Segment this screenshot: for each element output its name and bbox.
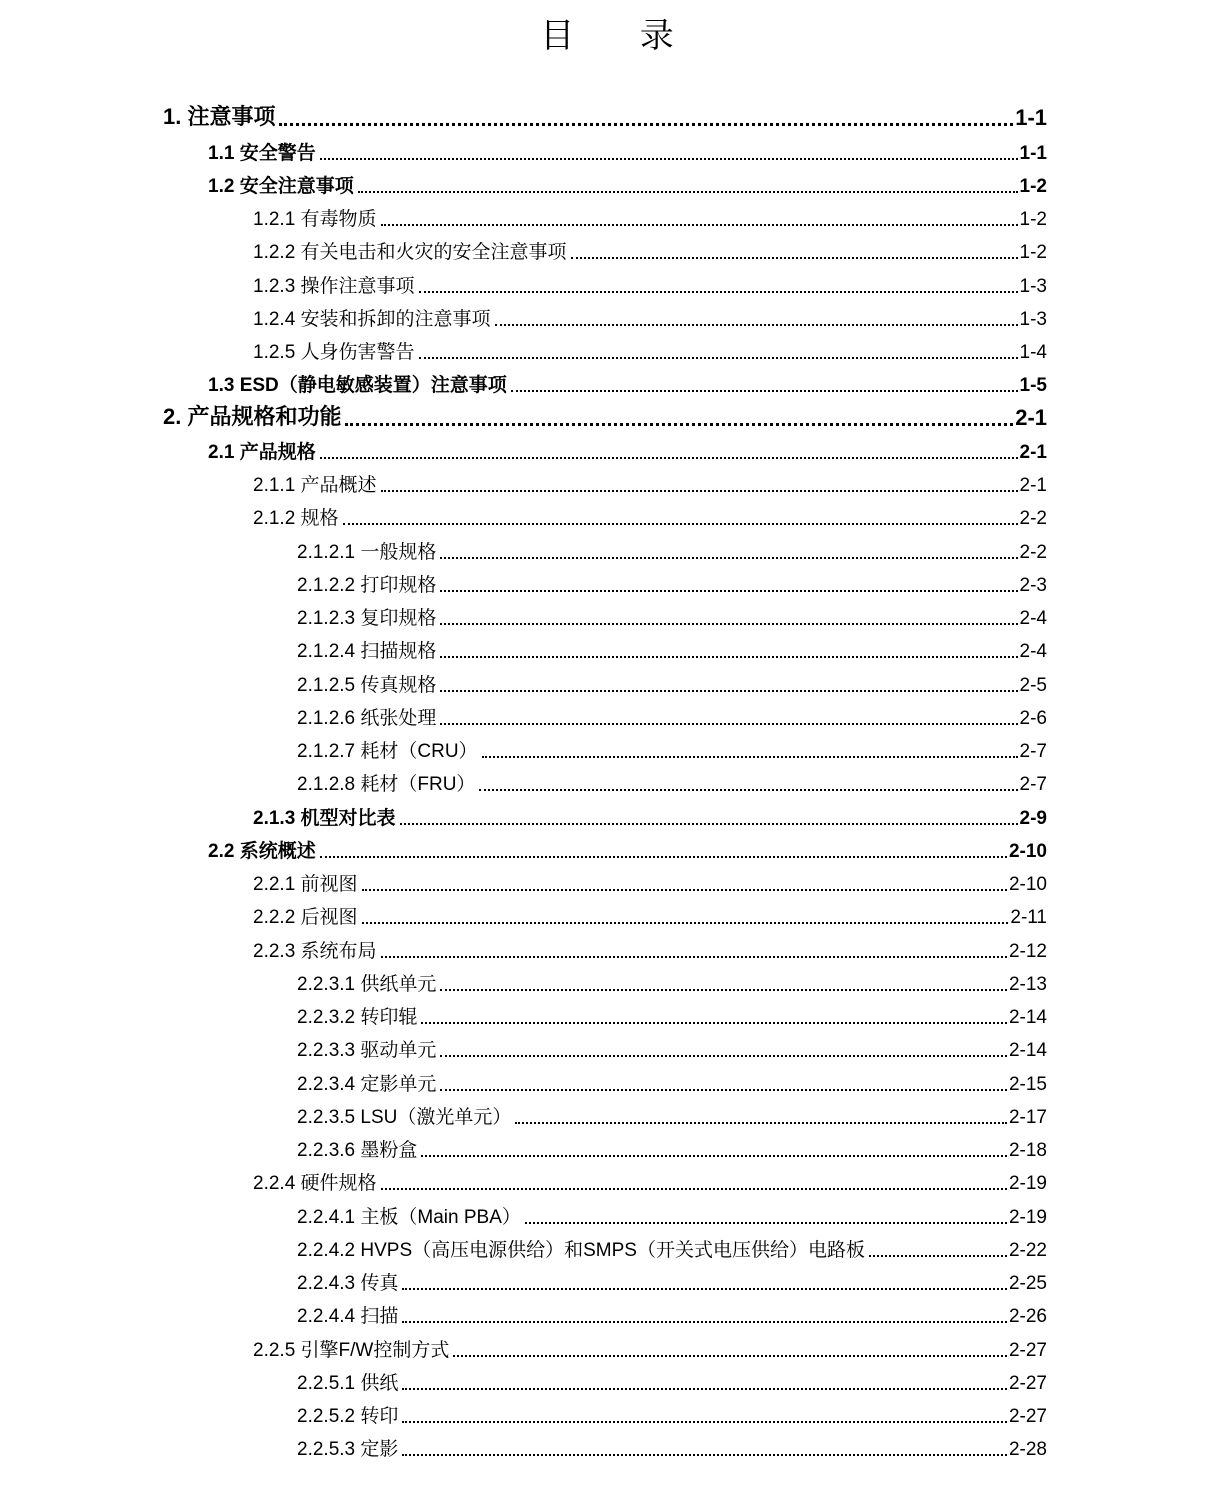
toc-entry-page-number: 2-1: [1015, 404, 1047, 430]
dot-leader: [869, 1254, 1007, 1257]
dot-leader: [402, 1453, 1007, 1456]
toc-entry-page-number: 2-13: [1008, 973, 1047, 995]
page-title: 目 录: [540, 17, 702, 55]
toc-entry[interactable]: [0, 1299, 1214, 1332]
toc-entry[interactable]: [0, 268, 1214, 301]
toc-entry[interactable]: [0, 1033, 1214, 1066]
toc-entry-label: 2.2.4 硬件规格: [253, 1168, 379, 1195]
toc-entry-page-number: 2-5: [1019, 674, 1047, 696]
toc-entry[interactable]: [0, 401, 1214, 434]
toc-entry-label: 2.2.4.2 HVPS（高压电源供给）和SMPS（开关式电压供给）电路板: [297, 1235, 867, 1262]
toc-entry-page-number: 2-26: [1008, 1306, 1047, 1328]
toc-entry-label: 2.1.2.3 复印规格: [297, 603, 438, 630]
dot-leader: [421, 1021, 1007, 1024]
toc-entry-label: 2.1.2.7 耗材（CRU）: [297, 736, 480, 763]
toc-entry-page-number: 2-27: [1008, 1372, 1047, 1394]
toc-entry-label: 2.2.3.2 转印辊: [297, 1002, 419, 1029]
toc-entry-label: 2.2.2 后视图: [253, 902, 360, 929]
toc-entry[interactable]: [0, 568, 1214, 601]
toc-entry-label: 2.2.3.3 驱动单元: [297, 1035, 438, 1062]
toc-entry-label: 2.2.5.1 供纸: [297, 1368, 400, 1395]
toc-entry[interactable]: [0, 102, 1214, 135]
toc-entry[interactable]: [0, 933, 1214, 966]
toc-entry-label: 2.1.2.4 扫描规格: [297, 636, 438, 663]
toc-entry[interactable]: [0, 800, 1214, 833]
dot-leader: [343, 522, 1018, 525]
toc-entry-label: 2.1.3 机型对比表: [253, 803, 398, 830]
toc-entry-label: 1.2 安全注意事项: [208, 171, 356, 198]
toc-entry-label: 2.1.2.2 打印规格: [297, 570, 438, 597]
toc-entry-label: 2.2.3.1 供纸单元: [297, 969, 438, 996]
toc-entry-page-number: 2-6: [1019, 707, 1047, 729]
toc-entry[interactable]: [0, 1166, 1214, 1199]
toc-entry-page-number: 1-5: [1019, 375, 1047, 397]
toc-entry-label: 2.2.1 前视图: [253, 869, 360, 896]
dot-leader: [440, 1088, 1007, 1091]
toc-entry[interactable]: [0, 135, 1214, 168]
toc-entry[interactable]: [0, 202, 1214, 235]
toc-entry-label: 2.2.5.2 转印: [297, 1401, 400, 1428]
toc-entry-page-number: 1-1: [1019, 142, 1047, 164]
dot-leader: [419, 356, 1018, 359]
toc-entry-page-number: 1-2: [1019, 175, 1047, 197]
toc-entry[interactable]: [0, 634, 1214, 667]
toc-entry-label: 2.2.5.3 定影: [297, 1434, 400, 1461]
dot-leader: [402, 1387, 1007, 1390]
toc-entry-page-number: 2-17: [1008, 1106, 1047, 1128]
toc-entry-page-number: 1-3: [1019, 308, 1047, 330]
toc-entry-page-number: 2-14: [1008, 1040, 1047, 1062]
toc-entry-label: 2.2.3.6 墨粉盒: [297, 1135, 419, 1162]
toc-entry-page-number: 2-14: [1008, 1007, 1047, 1028]
toc-entry-page-number: 2-22: [1008, 1239, 1047, 1261]
toc-entry[interactable]: [0, 667, 1214, 700]
toc-entry-label: 1.2.4 安装和拆卸的注意事项: [253, 304, 493, 331]
toc-entry-label: 1.2.2 有关电击和火灾的安全注意事项: [253, 237, 569, 264]
dot-leader: [362, 921, 1009, 924]
toc-entry-label: 2.2.5 引擎F/W控制方式: [253, 1335, 451, 1362]
dot-leader: [381, 955, 1007, 958]
toc-entry-label: 2.2.3 系统布局: [253, 936, 379, 963]
dot-leader: [362, 888, 1007, 891]
toc-entry-page-number: 2-2: [1019, 508, 1047, 530]
toc-entry[interactable]: [0, 468, 1214, 501]
toc-entry-page-number: 1-4: [1019, 342, 1047, 363]
toc-entry-page-number: 2-27: [1008, 1406, 1047, 1427]
dot-leader: [440, 988, 1007, 991]
toc-entry-label: 2.1.2.6 纸张处理: [297, 703, 438, 730]
toc-entry-label: 2.1.2.8 耗材（FRU）: [297, 769, 477, 796]
toc-entry[interactable]: [0, 1100, 1214, 1133]
toc-entry-page-number: 1-1: [1015, 105, 1047, 131]
toc-entry-label: 2.1.2 规格: [253, 503, 341, 530]
dot-leader: [358, 190, 1018, 193]
toc-entry-page-number: 2-1: [1019, 475, 1047, 496]
dot-leader: [320, 456, 1018, 459]
table-of-contents: [0, 102, 1214, 1465]
dot-leader: [479, 788, 1017, 791]
dot-leader: [402, 1320, 1007, 1323]
dot-leader: [525, 1221, 1007, 1224]
toc-entry[interactable]: [0, 1366, 1214, 1399]
toc-entry-label: 1.3 ESD（静电敏感装置）注意事项: [208, 370, 509, 397]
dot-leader: [400, 822, 1018, 825]
toc-entry[interactable]: [0, 534, 1214, 567]
toc-entry-page-number: 2-9: [1019, 807, 1047, 829]
toc-entry-page-number: 2-19: [1008, 1173, 1047, 1195]
dot-leader: [320, 157, 1018, 160]
dot-leader: [440, 722, 1017, 725]
toc-entry-page-number: 2-15: [1008, 1073, 1047, 1095]
toc-entry-label: 2.2.3.5 LSU（激光单元）: [297, 1102, 513, 1129]
toc-entry-page-number: 2-11: [1010, 907, 1047, 929]
toc-entry-label: 1. 注意事项: [163, 100, 277, 131]
toc-entry-label: 2.1.2.5 传真规格: [297, 670, 438, 697]
dot-leader: [440, 622, 1017, 625]
dot-leader: [571, 256, 1018, 259]
dot-leader: [381, 1187, 1007, 1190]
toc-entry-label: 1.1 安全警告: [208, 138, 318, 165]
toc-entry[interactable]: [0, 1332, 1214, 1365]
toc-entry-page-number: 2-28: [1008, 1439, 1047, 1461]
dot-leader: [515, 1121, 1007, 1124]
toc-entry-page-number: 2-1: [1019, 441, 1047, 463]
toc-entry-label: 1.2.5 人身伤害警告: [253, 337, 417, 364]
dot-leader: [402, 1420, 1007, 1423]
dot-leader: [440, 556, 1017, 559]
toc-entry-label: 1.2.1 有毒物质: [253, 204, 379, 231]
dot-leader: [482, 755, 1018, 758]
toc-entry[interactable]: [0, 1199, 1214, 1232]
toc-entry-page-number: 2-3: [1019, 574, 1047, 596]
toc-entry-label: 2. 产品规格和功能: [163, 400, 343, 431]
dot-leader: [381, 223, 1018, 226]
toc-entry[interactable]: [0, 335, 1214, 368]
toc-entry[interactable]: [0, 900, 1214, 933]
toc-entry-label: 2.2.3.4 定影单元: [297, 1069, 438, 1096]
toc-entry-page-number: 2-2: [1019, 541, 1047, 563]
dot-leader: [440, 689, 1017, 692]
toc-entry[interactable]: [0, 1432, 1214, 1465]
toc-entry[interactable]: [0, 701, 1214, 734]
dot-leader: [440, 589, 1017, 592]
toc-entry-label: 2.2.4.3 传真: [297, 1268, 400, 1295]
toc-entry-page-number: 1-3: [1019, 275, 1047, 297]
toc-entry-page-number: 2-18: [1008, 1140, 1047, 1161]
toc-entry[interactable]: [0, 867, 1214, 900]
toc-entry[interactable]: [0, 169, 1214, 202]
dot-leader: [320, 855, 1007, 858]
toc-entry-page-number: 2-4: [1019, 641, 1047, 663]
toc-entry[interactable]: [0, 302, 1214, 335]
toc-entry-label: 1.2.3 操作注意事项: [253, 271, 417, 298]
toc-entry[interactable]: [0, 1133, 1214, 1166]
toc-entry-page-number: 2-4: [1019, 608, 1047, 629]
toc-entry[interactable]: [0, 501, 1214, 534]
toc-entry[interactable]: [0, 368, 1214, 401]
dot-leader: [381, 489, 1018, 492]
toc-entry[interactable]: [0, 235, 1214, 268]
toc-entry-page-number: 2-10: [1008, 874, 1047, 895]
toc-entry-page-number: 2-12: [1008, 940, 1047, 962]
toc-entry[interactable]: [0, 767, 1214, 800]
toc-entry-page-number: 2-7: [1019, 774, 1047, 796]
toc-entry[interactable]: [0, 1000, 1214, 1033]
dot-leader: [440, 1054, 1007, 1057]
toc-entry-label: 2.2.4.1 主板（Main PBA）: [297, 1202, 523, 1229]
toc-entry-page-number: 2-10: [1008, 840, 1047, 862]
toc-entry[interactable]: [0, 1233, 1214, 1266]
toc-entry-label: 2.1 产品规格: [208, 437, 318, 464]
dot-leader: [511, 389, 1018, 392]
toc-entry[interactable]: [0, 734, 1214, 767]
toc-entry-page-number: 2-19: [1008, 1206, 1047, 1228]
toc-entry[interactable]: [0, 967, 1214, 1000]
toc-entry-label: 2.2 系统概述: [208, 836, 318, 863]
toc-entry[interactable]: [0, 1066, 1214, 1099]
dot-leader: [345, 422, 1013, 426]
toc-entry[interactable]: [0, 834, 1214, 867]
toc-entry-label: 2.2.4.4 扫描: [297, 1301, 400, 1328]
toc-entry-page-number: 2-7: [1019, 741, 1047, 762]
toc-entry[interactable]: [0, 601, 1214, 634]
toc-entry-label: 2.1.1 产品概述: [253, 470, 379, 497]
dot-leader: [279, 122, 1013, 126]
dot-leader: [440, 655, 1017, 658]
toc-entry[interactable]: [0, 435, 1214, 468]
dot-leader: [419, 290, 1018, 293]
toc-entry-page-number: 1-2: [1019, 209, 1047, 230]
dot-leader: [495, 323, 1018, 326]
toc-entry[interactable]: [0, 1399, 1214, 1432]
dot-leader: [421, 1154, 1007, 1157]
dot-leader: [402, 1287, 1007, 1290]
toc-entry-label: 2.1.2.1 一般规格: [297, 537, 438, 564]
dot-leader: [453, 1354, 1007, 1357]
toc-entry-page-number: 1-2: [1019, 242, 1047, 264]
toc-entry[interactable]: [0, 1266, 1214, 1299]
toc-entry-page-number: 2-25: [1008, 1273, 1047, 1294]
toc-entry-page-number: 2-27: [1008, 1339, 1047, 1361]
